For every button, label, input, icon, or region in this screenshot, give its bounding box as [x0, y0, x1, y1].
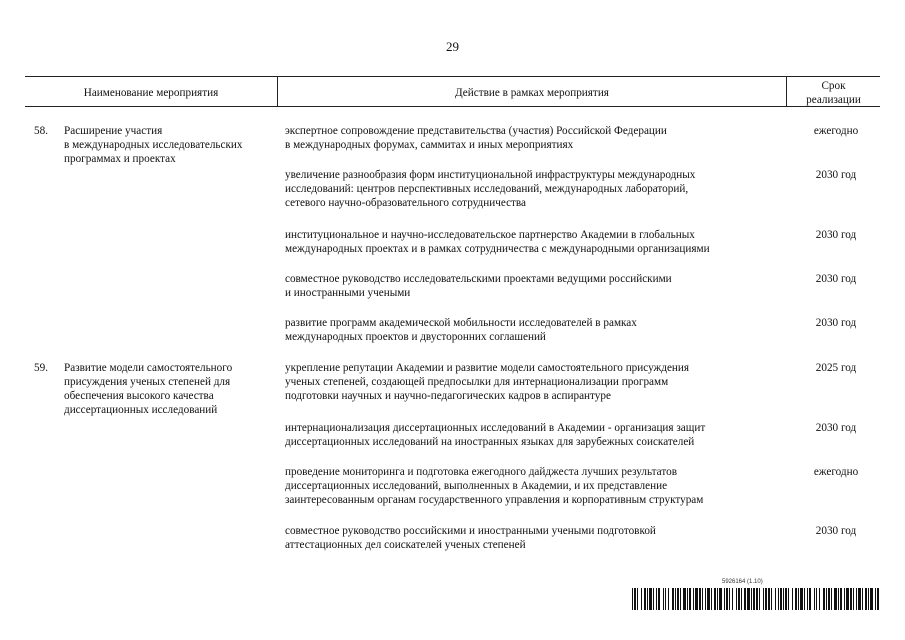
- barcode-bar: [680, 588, 681, 610]
- action-text: [285, 124, 795, 152]
- barcode-bar: [853, 588, 854, 610]
- barcode-bar: [798, 588, 799, 610]
- action-line: диссертационных исследований на иностранных языках для зарубежных соискателей: [285, 436, 695, 448]
- action-term: 2030 год: [815, 422, 857, 434]
- action-line: укрепление репутации Академии и развитие модели самостоятельного присуждения: [285, 362, 690, 374]
- row-name-line: диссертационных исследований: [64, 404, 218, 416]
- action-line: институциональное и научно-исследовательское партнерство Академии в глобальных: [285, 229, 695, 241]
- action-text: [285, 421, 795, 449]
- barcode-bar: [641, 588, 642, 610]
- barcode-bar: [838, 588, 839, 610]
- barcode-bar: [695, 588, 698, 610]
- header-col-name: Наименование мероприятия: [83, 87, 219, 99]
- action-term: 2030 год: [815, 317, 857, 329]
- action-line: увеличение разнообразия форм институциональной инфраструктуры международных: [285, 169, 696, 181]
- row-name-line: присуждения ученых степеней для: [64, 376, 231, 388]
- barcode-bar: [689, 588, 691, 610]
- action-text: [285, 272, 795, 300]
- action-line: заинтересованным органам государственного управления и корпоративным структурам: [285, 494, 704, 506]
- action-text: [285, 228, 795, 256]
- barcode-bar: [780, 588, 782, 610]
- barcode-bar: [775, 588, 776, 610]
- header-col-term: [787, 79, 880, 107]
- row-name: [64, 361, 284, 417]
- action-line: международных проектов и двусторонних соглашений: [285, 331, 546, 343]
- barcode-bar: [816, 588, 817, 610]
- action-line: совместное руководство российскими и иностранными учеными подготовкой: [285, 525, 656, 537]
- barcode-bar: [807, 588, 808, 610]
- barcode-bar: [632, 588, 633, 610]
- barcode-bar: [644, 588, 646, 610]
- barcode-bar: [771, 588, 772, 610]
- action-line: международных проектах и в рамках сотрудничества с международными организациями: [285, 243, 710, 255]
- barcode-bar: [668, 588, 669, 610]
- barcode-bar: [850, 588, 852, 610]
- action-text: [285, 465, 795, 507]
- barcode-bar: [862, 588, 863, 610]
- row-name-line: обеспечения высокого качества: [64, 390, 214, 402]
- barcode-bar: [756, 588, 758, 610]
- barcode-bar: [828, 588, 830, 610]
- barcode-bar: [814, 588, 815, 610]
- action-term: ежегодно: [813, 466, 859, 478]
- barcode-bar: [717, 588, 718, 610]
- action-line: проведение мониторинга и подготовка ежегодного дайджеста лучших результатов: [285, 466, 677, 478]
- action-term: ежегодно: [813, 125, 859, 137]
- barcode-bar: [649, 588, 652, 610]
- action-text: [285, 361, 795, 403]
- action-term: 2030 год: [815, 273, 857, 285]
- barcode-bar: [634, 588, 636, 610]
- barcode-bar: [687, 588, 688, 610]
- header-col-term-line: реализации: [806, 94, 861, 106]
- barcode-bar: [719, 588, 722, 610]
- barcode-bar: [658, 588, 660, 610]
- barcode-bar: [637, 588, 638, 610]
- row-number: 58.: [34, 125, 48, 137]
- barcode-caption: 5926164 (1.10): [722, 579, 763, 585]
- action-line: исследований: центров перспективных исследований, международных лабораторий,: [285, 183, 689, 195]
- barcode-bar: [809, 588, 811, 610]
- barcode-bar: [870, 588, 873, 610]
- action-line: совместное руководство исследовательскими проектами ведущими российскими: [285, 273, 672, 285]
- row-number: 59.: [34, 362, 48, 374]
- barcode-bar: [729, 588, 730, 610]
- barcode-bar: [656, 588, 657, 610]
- barcode-bar: [738, 588, 740, 610]
- barcode-bar: [665, 588, 666, 610]
- barcode-icon: [632, 588, 880, 610]
- action-line: и иностранными учеными: [285, 287, 411, 299]
- action-line: ученых степеней, создающей предпосылки для интернационализации программ: [285, 376, 669, 388]
- barcode-bar: [653, 588, 654, 610]
- barcode-bar: [788, 588, 789, 610]
- page-number: 29: [446, 39, 459, 54]
- barcode-bar: [819, 588, 820, 610]
- action-line: в международных форумах, саммитах и иных мероприятиях: [285, 139, 574, 151]
- action-text: [285, 168, 795, 210]
- barcode-bar: [834, 588, 837, 610]
- barcode-bar: [831, 588, 832, 610]
- header-bottom-rule: [25, 106, 880, 107]
- barcode-bar: [846, 588, 849, 610]
- barcode-bar: [763, 588, 764, 610]
- header-col-action: Действие в рамках мероприятия: [455, 87, 609, 99]
- barcode-bar: [705, 588, 706, 610]
- barcode-bar: [877, 588, 879, 610]
- action-line: диссертационных исследований, выполненных в Академии, и их представление: [285, 480, 668, 492]
- row-name-line: Расширение участия: [64, 125, 163, 137]
- barcode-bar: [826, 588, 827, 610]
- barcode-bar: [795, 588, 797, 610]
- action-text: [285, 524, 795, 552]
- barcode-bar: [683, 588, 686, 610]
- barcode-bar: [711, 588, 712, 610]
- barcode-bar: [858, 588, 861, 610]
- barcode-bar: [759, 588, 760, 610]
- barcode-bar: [804, 588, 805, 610]
- action-line: подготовки научных и научно-педагогических кадров в аспирантуре: [285, 390, 611, 402]
- barcode-bar: [663, 588, 664, 610]
- barcode-bar: [744, 588, 746, 610]
- barcode-bar: [707, 588, 710, 610]
- barcode-bar: [736, 588, 737, 610]
- barcode-bar: [693, 588, 694, 610]
- barcode-bar: [783, 588, 784, 610]
- barcode-bar: [865, 588, 867, 610]
- barcode-bar: [699, 588, 701, 610]
- barcode-bar: [840, 588, 842, 610]
- action-term: 2025 год: [815, 362, 857, 374]
- barcode-bar: [732, 588, 733, 610]
- action-term: 2030 год: [815, 229, 857, 241]
- barcode-bar: [868, 588, 869, 610]
- barcode-bar: [844, 588, 845, 610]
- barcode-bar: [765, 588, 767, 610]
- barcode-bar: [856, 588, 857, 610]
- row-name-line: Развитие модели самостоятельного: [64, 362, 233, 374]
- header-col-term-line: Срок: [821, 80, 846, 92]
- action-line: аттестационных дел соискателей ученых степеней: [285, 539, 526, 551]
- action-line: сетевого научно-образовательного сотрудничества: [285, 197, 527, 209]
- barcode-bar: [675, 588, 676, 610]
- barcode-bar: [800, 588, 803, 610]
- action-line: развитие программ академической мобильности исследователей в рамках: [285, 317, 637, 329]
- barcode-bar: [778, 588, 779, 610]
- row-name: [64, 124, 284, 166]
- barcode-bar: [753, 588, 755, 610]
- action-term: 2030 год: [815, 525, 857, 537]
- barcode-bar: [672, 588, 674, 610]
- header-top-rule: [25, 76, 880, 77]
- barcode-bar: [768, 588, 770, 610]
- barcode-bar: [875, 588, 876, 610]
- barcode-bar: [751, 588, 752, 610]
- barcode-bar: [714, 588, 716, 610]
- barcode-bar: [747, 588, 750, 610]
- action-line: интернационализация диссертационных исследований в Академии - организация защит: [285, 422, 706, 434]
- action-text: [285, 316, 795, 344]
- action-term: 2030 год: [815, 169, 857, 181]
- barcode-bar: [823, 588, 825, 610]
- barcode-bar: [647, 588, 648, 610]
- row-name-line: в международных исследовательских: [64, 139, 243, 151]
- row-name-line: программах и проектах: [64, 153, 176, 165]
- barcode-bar: [726, 588, 728, 610]
- barcode-bar: [724, 588, 725, 610]
- action-line: экспертное сопровождение представительства (участия) Российской Федерации: [285, 125, 667, 137]
- barcode-bar: [792, 588, 793, 610]
- barcode-bar: [702, 588, 703, 610]
- barcode-bar: [677, 588, 679, 610]
- barcode-bar: [741, 588, 742, 610]
- barcode-bar: [785, 588, 787, 610]
